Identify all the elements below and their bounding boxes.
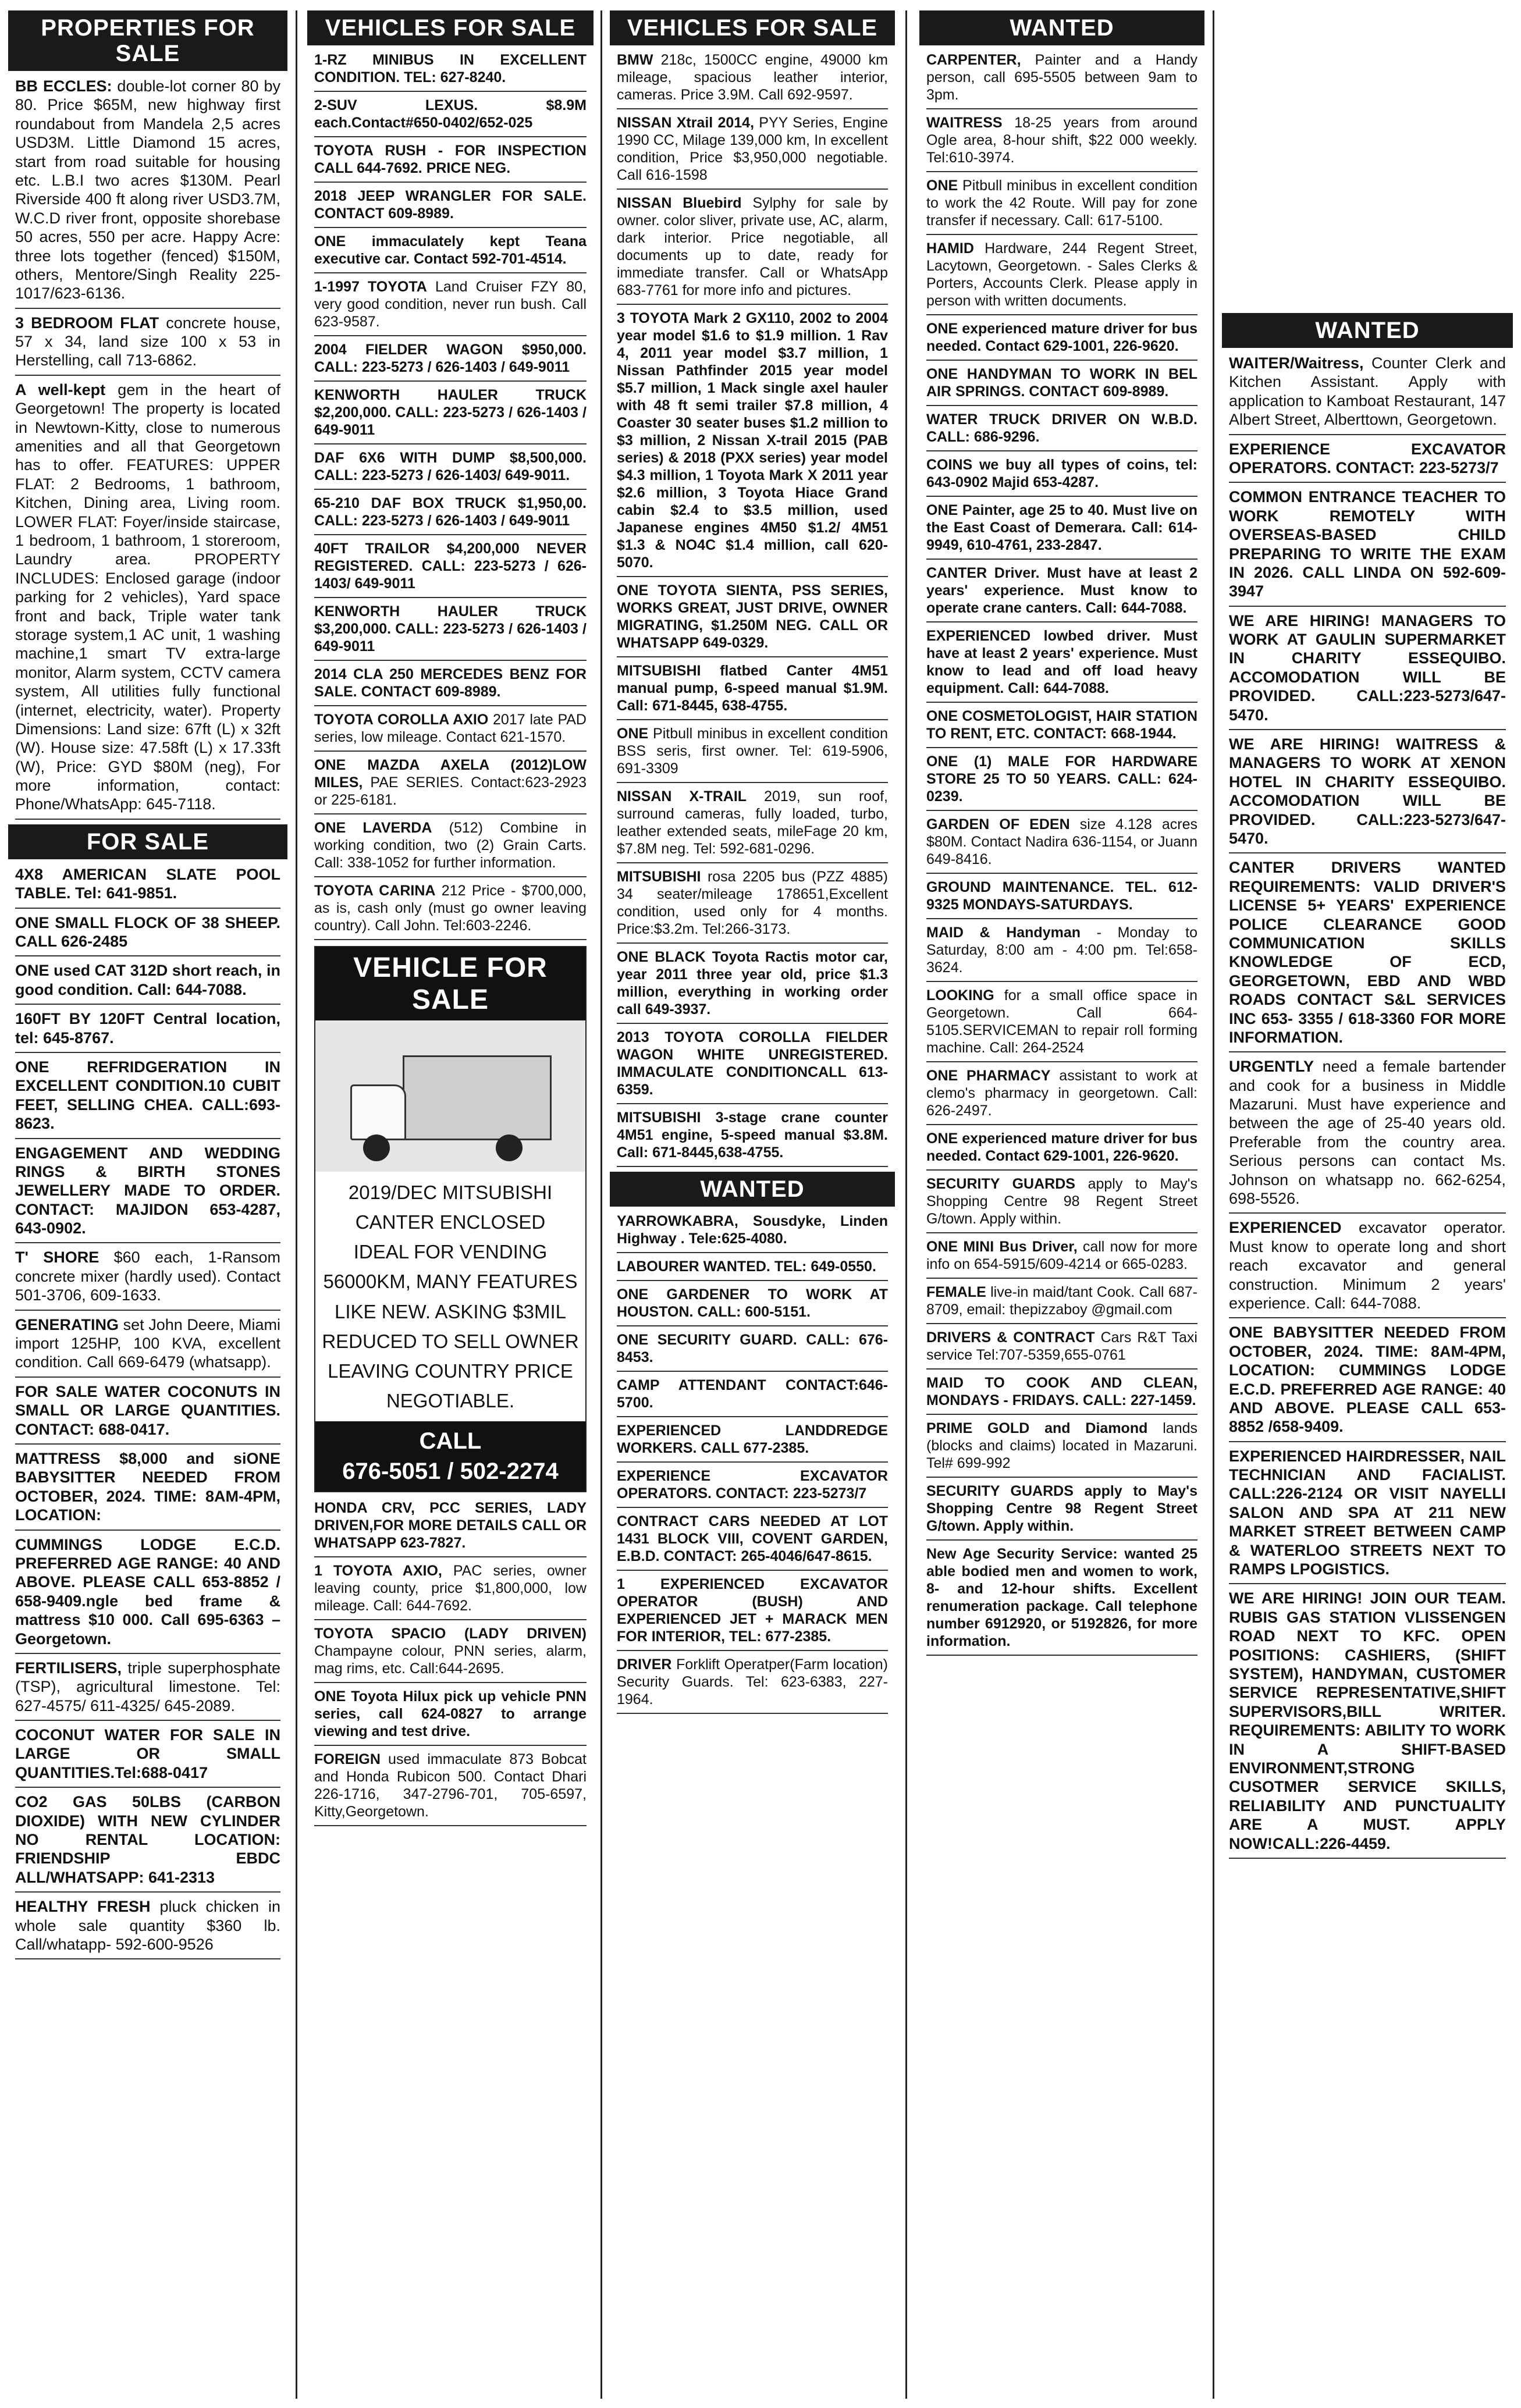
ad-text: COINS we buy all types of coins, tel: 643-0902 Majid 653-4287.	[926, 457, 1197, 490]
classified-ad	[617, 582, 888, 657]
ad-text: 1 EXPERIENCED EXCAVATOR OPERATOR (BUSH) AND EXPERIENCED JET + MARACK MEN FOR INTERIOR, TEL: 677-2385.	[617, 1576, 888, 1645]
ad-text: PAC series, owner leaving county, price $1,800,000, low mileage. Call: 644-7692.	[314, 1563, 587, 1614]
classified-ad	[617, 1376, 888, 1417]
classified-ad	[617, 1286, 888, 1326]
ad-text: PAE SERIES. Contact:623-2923 or 225-6181.	[314, 774, 587, 808]
ad-text: GROUND MAINTENANCE. TEL. 612-9325 MONDAYS-SATURDAYS.	[926, 879, 1197, 913]
ad-text: for a small office space in Georgetown. Call 664-5105.SERVICEMAN to repair roll forming machine. Call: 264-2524	[926, 987, 1197, 1056]
classified-ad	[314, 540, 587, 598]
classified-ad	[314, 449, 587, 490]
ad-lead: ONE PHARMACY	[926, 1068, 1051, 1084]
ad-text: ONE GARDENER TO WORK AT HOUSTON. CALL: 600-5151.	[617, 1286, 888, 1320]
classified-ad	[926, 365, 1197, 406]
ad-text: WATER TRUCK DRIVER ON W.B.D. CALL: 686-9296.	[926, 411, 1197, 445]
ad-text: Cars R&T Taxi service Tel:707-5359,655-0761	[926, 1329, 1197, 1363]
classified-ad	[617, 1331, 888, 1372]
ad-text: LABOURER WANTED. TEL: 649-0550.	[617, 1258, 876, 1275]
ad-text: ONE TOYOTA SIENTA, PSS SERIES, WORKS GREAT, JUST DRIVE, OWNER MIGRATING, $1.250M NEG. CALL OR WHATSAPP 649-0329.	[617, 582, 888, 651]
section-header: WANTED	[1222, 313, 1513, 348]
ad-text: live-in maid/tant Cook. Call 687-8709, email: thepizzaboy @gmail.com	[926, 1284, 1197, 1318]
classified-ad	[1229, 735, 1506, 853]
classified-ad	[15, 77, 280, 309]
ad-text: ONE (1) MALE FOR HARDWARE STORE 25 TO 50 YEARS. CALL: 624-0239.	[926, 753, 1197, 805]
classified-ad	[926, 1067, 1197, 1125]
classified-ad	[314, 1751, 587, 1826]
section-header: FOR SALE	[8, 824, 287, 859]
ad-text: Forklift Operatper(Farm location) Security Guards. Tel: 623-6383, 227-1964.	[617, 1656, 888, 1708]
ad-text: ONE experienced mature driver for bus needed. Contact 629-1001, 226-9620.	[926, 1130, 1197, 1164]
ad-text: ONE SMALL FLOCK OF 38 SHEEP. CALL 626-2485	[15, 913, 280, 951]
ad-list	[314, 1499, 587, 1826]
classified-ad	[314, 233, 587, 273]
ad-text: double-lot corner 80 by 80. Price $65M, new highway first roundabout from Mandela 2,5 acres USD3M. Little Diamond 15 acres, start from road suitable for housing etc. L.B.I two acres $130M. Pearl Riverside 400 ft along river USD3.7M, W.C.D river front, opposite shorebase 50 acres, 550 per acre. Happy Acre: three lots together (fenced) $150M, others, Mentore/Singh Reality 225-1017/623-6136.	[15, 77, 280, 303]
ad-lead: ONE MINI Bus Driver,	[926, 1239, 1078, 1255]
ad-text: ONE immaculately kept Teana executive car. Contact 592-701-4514.	[314, 233, 587, 267]
ad-text: Painter and a Handy person, call 695-5505 between 9am to 3pm.	[926, 52, 1197, 103]
ad-text: EXPERIENCE EXCAVATOR OPERATORS. CONTACT: 223-5273/7	[617, 1468, 888, 1502]
promo-line: CANTER ENCLOSED	[355, 1211, 546, 1233]
ad-lead: BMW	[617, 52, 653, 68]
blank-space	[1229, 10, 1506, 313]
promo-line: LIKE NEW. ASKING $3MIL	[335, 1300, 566, 1322]
classified-ad	[314, 1625, 587, 1683]
ad-text: 212 Price - $700,000, as is, cash only (must go owner leaving country). Call John. Tel:603-2246.	[314, 883, 587, 934]
ad-lead: FERTILISERS,	[15, 1659, 122, 1677]
classified-ad	[617, 1575, 888, 1651]
section-header: VEHICLES FOR SALE	[307, 10, 594, 45]
classified-ad	[926, 1329, 1197, 1370]
classified-ad	[314, 341, 587, 382]
ad-text: ONE HANDYMAN TO WORK IN BEL AIR SPRINGS. CONTACT 609-8989.	[926, 366, 1197, 400]
ad-lead: TOYOTA CARINA	[314, 883, 436, 899]
classified-ad	[617, 1109, 888, 1167]
classified-ad	[314, 142, 587, 183]
ad-text: 2017 late PAD series, low mileage. Contact 621-1570.	[314, 712, 587, 745]
classified-ad	[15, 1792, 280, 1893]
classified-ad	[15, 1248, 280, 1310]
promo-line: NEGOTIABLE.	[386, 1389, 515, 1411]
classified-ad	[926, 1482, 1197, 1541]
ad-text: 2019, sun roof, surround cameras, fully loaded, turbo, leather extended seats, mileFage 20 km, $7.8M neg. Tel: 592-681-0296.	[617, 788, 889, 857]
classified-ad	[314, 711, 587, 752]
column-wanted-2	[1222, 10, 1513, 2399]
classified-ad	[617, 1656, 888, 1714]
ad-text: 2014 CLA 250 MERCEDES BENZ FOR SALE. CONTACT 609-8989.	[314, 666, 587, 700]
column-divider	[600, 10, 602, 2399]
classified-ad	[15, 314, 280, 376]
ad-lead: HAMID	[926, 240, 974, 257]
ad-lead: NISSAN X-TRAIL	[617, 788, 747, 805]
ad-text: rosa 2205 bus (PZZ 4885) 34 seater/mileage 178651,Excellent condition, used only for 4 months. Price:$3.2m. Tel:266-3173.	[617, 869, 888, 937]
classified-ad	[617, 948, 888, 1024]
classified-ad	[314, 1562, 587, 1620]
classified-ad	[926, 878, 1197, 919]
classified-ad	[926, 1130, 1197, 1171]
ad-lead: HEALTHY FRESH	[15, 1898, 151, 1916]
ad-lead: TOYOTA SPACIO (LADY DRIVEN)	[314, 1626, 587, 1642]
ad-text: New Age Security Service: wanted 25 able bodied men and women to work, 8- and 12-hour shifts. Excellent renumeration package. Call telephone number 6912920, or 5192826, for more information.	[926, 1546, 1197, 1649]
promo-line: LEAVING COUNTRY PRICE	[328, 1360, 573, 1382]
classified-ad	[314, 51, 587, 92]
ad-text: Sylphy for sale by owner. color sliver, private use, AC, alarm, dark interior. Price negotiable, all documents up to date, ready for immediate transfer. Call or WhatsApp 683-7761 for more info and pictures.	[617, 195, 889, 298]
classified-ad	[15, 1382, 280, 1445]
ad-lead: FOREIGN	[314, 1751, 381, 1768]
ad-text: triple superphosphate (TSP), agricultural limestone. Tel: 627-4575/ 611-4325/ 645-2089.	[15, 1659, 280, 1715]
promo-line: REDUCED TO SELL OWNER	[322, 1330, 579, 1352]
ad-lead: 1-1997 TOYOTA	[314, 279, 427, 295]
ad-text: YARROWKABRA, Sousdyke, Linden Highway . Tele:625-4080.	[617, 1213, 888, 1247]
classified-ad	[926, 1545, 1197, 1656]
ad-list	[15, 77, 280, 820]
ad-text: COMMON ENTRANCE TEACHER TO WORK REMOTELY WITH OVERSEAS-BASED CHILD PREPARING TO WRITE THE EXAM IN 2026. CALL LINDA ON 592-609-3947	[1229, 488, 1506, 600]
promo-line: 56000KM, MANY FEATURES	[323, 1271, 578, 1293]
ad-lead: TOYOTA COROLLA AXIO	[314, 712, 489, 728]
ad-lead: ONE	[926, 177, 958, 194]
ad-text: - Monday to Saturday, 8:00 am - 4:00 pm. Tel:658-3624.	[926, 924, 1197, 976]
ad-list	[15, 865, 280, 1960]
ad-lead: 3 BEDROOM FLAT	[15, 314, 159, 332]
ad-text: ONE REFRIDGERATION IN EXCELLENT CONDITION.10 CUBIT FEET, SELLING CHEA. CALL:693-8623.	[15, 1058, 280, 1133]
ad-text: ONE Toyota Hilux pick up vehicle PNN series, call 624-0827 to arrange viewing and test drive.	[314, 1688, 587, 1740]
classified-ad	[617, 1029, 888, 1104]
classified-ad	[15, 1535, 280, 1654]
classified-ad	[1229, 354, 1506, 435]
classified-ad	[926, 1283, 1197, 1324]
classified-ad	[926, 753, 1197, 811]
classified-ad	[617, 1212, 888, 1253]
classified-ad	[15, 1144, 280, 1244]
ad-lead: SECURITY GUARDS	[926, 1176, 1075, 1192]
ad-text: Pitbull minibus in excellent condition to work the 42 Route. Will pay for zone transfer if necessary. Call: 617-5100.	[926, 177, 1197, 229]
ad-text: 2018 JEEP WRANGLER FOR SALE. CONTACT 609-8989.	[314, 188, 587, 222]
ad-text: ONE BABYSITTER NEEDED FROM OCTOBER, 2024. TIME: 8AM-4PM, LOCATION: CUMMINGS LODGE E.C.D. PREFERRED AGE RANGE: 40 AND ABOVE. PLEASE CALL 653-8852 /658-9409.	[1229, 1324, 1506, 1436]
classified-ad	[617, 725, 888, 783]
ad-text: COCONUT WATER FOR SALE IN LARGE OR SMALL QUANTITIES.Tel:688-0417	[15, 1726, 280, 1781]
ad-lead: WAITER/Waitress,	[1229, 354, 1364, 372]
classified-ad	[1229, 488, 1506, 606]
ad-list	[926, 51, 1197, 1656]
classified-ad	[617, 1513, 888, 1571]
column-divider	[905, 10, 907, 2399]
ad-text: Counter Clerk and Kitchen Assistant. Apply with application to Kamboat Restaurant, 147 Albert Street, Alberttown, Georgetown.	[1229, 354, 1506, 429]
ad-text: 65-210 DAF BOX TRUCK $1,950,00. CALL: 223-5273 / 626-1403 / 649-9011	[314, 495, 587, 529]
ad-text: KENWORTH HAULER TRUCK $2,200,000. CALL: 223-5273 / 626-1403 / 649-9011	[314, 387, 587, 438]
ad-lead: URGENTLY	[1229, 1058, 1314, 1076]
classified-ad	[926, 501, 1197, 560]
classified-ad	[15, 1009, 280, 1053]
ad-list	[314, 51, 587, 940]
classified-ad	[15, 1449, 280, 1531]
ad-text: ONE Painter, age 25 to 40. Must live on the East Coast of Demerara. Call: 614-9949, 610-4761, 233-2847.	[926, 502, 1197, 553]
ad-text: EXPERIENCED lowbed driver. Must have at least 2 years' experience. Must know to lead and off load heavy equipment. Call: 644-7088.	[926, 628, 1197, 696]
classified-ad	[1229, 1447, 1506, 1585]
ad-text: CUMMINGS LODGE E.C.D. PREFERRED AGE RANGE: 40 AND ABOVE. PLEASE CALL 653-8852 / 658-9409.ngle bed frame & mattress $10 000. Call 695-6363 – Georgetown.	[15, 1535, 280, 1648]
truck-cab-shape	[350, 1084, 406, 1140]
ad-lead: A well-kept	[15, 380, 106, 399]
classified-ad	[617, 1422, 888, 1463]
ad-list	[617, 51, 888, 1167]
classified-ad	[15, 1659, 280, 1721]
ad-text: 218c, 1500CC engine, 49000 km mileage, spacious leather interior, cameras. Price 3.9M. Call 692-9597.	[617, 52, 888, 103]
ad-list	[1229, 354, 1506, 1859]
ad-text: 4X8 AMERICAN SLATE POOL TABLE. Tel: 641-9851.	[15, 865, 280, 902]
ad-lead: GENERATING	[15, 1315, 119, 1333]
ad-lead: MAID & Handyman	[926, 924, 1081, 941]
classified-ad	[15, 865, 280, 909]
ad-lead: ONE	[617, 725, 649, 742]
ad-text: DAF 6X6 WITH DUMP $8,500,000. CALL: 223-5273 / 626-1403/ 649-9011.	[314, 450, 587, 483]
ad-text: CONTRACT CARS NEEDED AT LOT 1431 BLOCK VIII, COVENT GARDEN, E.B.D. CONTACT: 265-4046/647-8615.	[617, 1513, 888, 1564]
ad-lead: MITSUBISHI	[617, 869, 701, 885]
truck-wheel-icon	[363, 1134, 390, 1161]
classified-ad	[926, 51, 1197, 109]
ad-text: $60 each, 1-Ransom concrete mixer (hardly used). Contact 501-3706, 609-1633.	[15, 1249, 280, 1304]
ad-text: 2013 TOYOTA COROLLA FIELDER WAGON WHITE UNREGISTERED. IMMACULATE CONDITIONCALL 613-6359.	[617, 1029, 888, 1098]
ad-lead: PRIME GOLD and Diamond	[926, 1420, 1148, 1436]
classified-ad	[15, 1315, 280, 1378]
classified-ad	[926, 411, 1197, 451]
classified-ad	[926, 114, 1197, 172]
classified-ad	[1229, 858, 1506, 1052]
promo-title: VEHICLE FOR SALE	[315, 947, 585, 1020]
ad-lead: 1 TOYOTA AXIO,	[314, 1563, 442, 1580]
ad-text: 2-SUV LEXUS. $8.9M each.Contact#650-0402/652-025	[314, 97, 587, 131]
classified-ad	[314, 1499, 587, 1557]
classified-ad	[1229, 1057, 1506, 1214]
classified-ad	[314, 187, 587, 228]
promo-line: 2019/DEC MITSUBISHI	[348, 1182, 553, 1203]
classified-ad	[314, 278, 587, 336]
classified-ad	[926, 816, 1197, 874]
classified-ad	[314, 756, 587, 814]
ad-text: ONE used CAT 312D short reach, in good condition. Call: 644-7088.	[15, 962, 280, 998]
ad-text: PYY Series, Engine 1990 CC, Milage 139,000 km, In excellent condition, Price $3,950,000 negotiable. Call 616-1598	[617, 115, 889, 183]
classified-ad	[926, 564, 1197, 623]
column-vehicles-1	[307, 10, 594, 2399]
ad-lead: DRIVER	[617, 1656, 672, 1673]
classified-ad	[926, 627, 1197, 703]
ad-text: CANTER Driver. Must have at least 2 years' experience. Must know to operate crane canters. Call: 644-7088.	[926, 565, 1197, 616]
classified-ad	[314, 1688, 587, 1746]
classified-ad	[617, 310, 888, 577]
ad-lead: DRIVERS & CONTRACT	[926, 1329, 1095, 1346]
ad-text: HONDA CRV, PCC SERIES, LADY DRIVEN,FOR MORE DETAILS CALL OR WHATSAPP 623-7827.	[314, 1500, 587, 1552]
section-header: PROPERTIES FOR SALE	[8, 10, 287, 71]
section-header: VEHICLES FOR SALE	[610, 10, 895, 45]
ad-text: Land Cruiser FZY 80, very good condition, never run bush. Call 623-9587.	[314, 279, 587, 330]
classified-ad	[617, 51, 888, 109]
classified-ad	[617, 788, 888, 863]
ad-text: set John Deere, Miami import 125HP, 100 KVA, excellent condition. Call 669-6479 (whatsapp).	[15, 1315, 280, 1371]
ad-lead: ONE MAZDA AXELA (2012)LOW MILES,	[314, 757, 587, 791]
promo-line: IDEAL FOR VENDING	[353, 1241, 548, 1263]
column-divider	[1213, 10, 1214, 2399]
ad-text: EXPERIENCE EXCAVATOR OPERATORS. CONTACT: 223-5273/7	[1229, 440, 1506, 476]
classified-ad	[314, 666, 587, 706]
ad-text: WE ARE HIRING! MANAGERS TO WORK AT GAULIN SUPERMARKET IN CHARITY ESSEQUIBO. ACCOMODATION WILL BE PROVIDED. CALL:223-5273/647-5470.	[1229, 611, 1506, 724]
column-wanted-1	[919, 10, 1204, 2399]
ad-lead: EXPERIENCED	[1229, 1219, 1342, 1237]
ad-text: KENWORTH HAULER TRUCK $3,200,000. CALL: 223-5273 / 626-1403 / 649-9011	[314, 603, 587, 655]
ad-text: lands (blocks and claims) located in Mazaruni. Tel# 699-992	[926, 1420, 1198, 1471]
ad-lead: NISSAN Xtrail 2014,	[617, 115, 755, 131]
classified-ad	[15, 380, 280, 820]
classified-ad	[314, 819, 587, 877]
ad-text: ONE SECURITY GUARD. CALL: 676-8453.	[617, 1332, 888, 1365]
ad-text: 160FT BY 120FT Central location, tel: 645-8767.	[15, 1010, 280, 1047]
ad-text: excavator operator. Must know to operate long and short reach excavator and general construction. Minimum 2 years' experience. Call: 644-7088.	[1229, 1219, 1506, 1312]
ad-text: EXPERIENCED HAIRDRESSER, NAIL TECHNICIAN AND FACIALIST. CALL:226-2124 OR VISIT NAYELLI SALON AND SPA AT 211 NEW MARKET STREET BETWEEN CAMP & WATERLOO STREETS NEXT TO RAMPS LPOGISTICS.	[1229, 1447, 1506, 1578]
classified-ad	[617, 194, 888, 305]
ad-text: MITSUBISHI flatbed Canter 4M51 manual pump, 6-speed manual $1.9M. Call: 671-8445, 638-4755.	[617, 663, 888, 714]
classified-ad	[1229, 440, 1506, 483]
classified-ad	[1229, 1218, 1506, 1318]
classified-ad	[15, 1726, 280, 1788]
truck-box-shape	[403, 1055, 552, 1140]
ad-text: SECURITY GUARDS apply to May's Shopping Centre 98 Regent Street G/town. Apply within.	[926, 1483, 1197, 1534]
ad-text: FOR SALE WATER COCONUTS IN SMALL OR LARGE QUANTITIES. CONTACT: 688-0417.	[15, 1382, 280, 1438]
classified-ad	[617, 1258, 888, 1281]
ad-text: EXPERIENCED LANDDREDGE WORKERS. CALL 677-2385.	[617, 1422, 888, 1456]
ad-lead: T' SHORE	[15, 1249, 99, 1267]
promo-call-numbers: 676-5051 / 502-2274	[342, 1459, 559, 1485]
truck-wheel-icon	[496, 1134, 523, 1161]
classified-ad	[926, 1420, 1197, 1478]
ad-text: used immaculate 873 Bobcat and Honda Rubicon 500. Contact Dhari 226-1716, 347-2796-701, 705-6597, Kitty,Georgetown.	[314, 1751, 587, 1820]
classified-ad	[926, 177, 1197, 235]
classified-ad	[617, 114, 888, 190]
ad-text: MATTRESS $8,000 and siONE BABYSITTER NEEDED FROM OCTOBER, 2024. TIME: 8AM-4PM, LOCATION:	[15, 1450, 280, 1524]
ad-lead: BB ECCLES:	[15, 77, 112, 95]
classified-ad	[314, 882, 587, 940]
column-vehicles-2	[610, 10, 895, 2399]
classified-ad	[617, 868, 888, 944]
ad-text: MITSUBISHI 3-stage crane counter 4M51 engine, 5-speed manual $3.8M. Call: 671-8445,638-4755.	[617, 1109, 888, 1161]
classified-ad	[1229, 1589, 1506, 1858]
classified-ad	[314, 603, 587, 661]
classified-ad	[926, 1238, 1197, 1279]
ad-list	[617, 1212, 888, 1714]
ad-lead: WAITRESS	[926, 115, 1003, 131]
classified-ad	[926, 240, 1197, 315]
classified-ad	[926, 987, 1197, 1062]
promo-call	[315, 1421, 585, 1491]
classified-ad	[926, 1175, 1197, 1233]
ad-text: 2004 FIELDER WAGON $950,000. CALL: 223-5273 / 626-1403 / 649-9011	[314, 342, 587, 375]
classified-ad	[314, 495, 587, 535]
classified-ad	[1229, 611, 1506, 730]
ad-text: ONE experienced mature driver for bus needed. Contact 629-1001, 226-9620.	[926, 321, 1197, 354]
ad-text: 40FT TRAILOR $4,200,000 NEVER REGISTERED. CALL: 223-5273 / 626-1403/ 649-9011	[314, 540, 587, 592]
promo-call-label: CALL	[419, 1428, 482, 1454]
ad-text: call now for more info on 654-5915/609-4214 or 665-0283.	[926, 1239, 1197, 1272]
section-header: WANTED	[610, 1172, 895, 1207]
classified-ad	[926, 924, 1197, 982]
promo-lines	[315, 1172, 585, 1421]
classified-ad	[926, 1374, 1197, 1415]
ad-text: assistant to work at clemo's pharmacy in georgetown. Call: 626-2497.	[926, 1068, 1197, 1119]
ad-text: (512) Combine in working condition, two (2) Grain Carts. Call: 338-1052 for further information.	[314, 820, 587, 871]
section-header: WANTED	[919, 10, 1204, 45]
classified-ad	[617, 662, 888, 720]
ad-lead: ONE LAVERDA	[314, 820, 432, 836]
column-properties	[8, 10, 287, 2399]
ad-lead: GARDEN OF EDEN	[926, 816, 1070, 833]
ad-text: ENGAGEMENT AND WEDDING RINGS & BIRTH STONES JEWELLERY MADE TO ORDER. CONTACT: MAJIDON 653-4287, 643-0902.	[15, 1144, 280, 1237]
classified-ad	[15, 961, 280, 1005]
ad-text: 3 TOYOTA Mark 2 GX110, 2002 to 2004 year model $1.6 to $1.9 million. 1 Rav 4, 2011 year model $3.7 million, 1 Nissan Pathfinder 2015 year model $5.7 million, 1 Mack single axel hauler with 48 ft semi trailer $7.8 million, 4 Coaster 30 seater buses $1.2 million to $3 million, 2 Nissan X-trail 2015 (PAB series) & 2018 (PXX series) year model $4.3 million, 1 Toyota Mark X 2011 year $2.6 million, 3 Toyota Hiace Grand cabin $2.4 to $3.5 million, used Japanese engines 4M50 $1.2/ 4M51 $1.3 & NO4C $1.4 million, call 620-5070.	[617, 310, 888, 571]
ad-text: Hardware, 244 Regent Street, Lacytown, Georgetown. - Sales Clerks & Porters, Accounts Clerk. Please apply in person with written documents.	[926, 240, 1197, 309]
ad-text: WE ARE HIRING! JOIN OUR TEAM. RUBIS GAS STATION VLISSENGEN ROAD NEXT TO KFC. OPEN POSITIONS: CASHIERS, (SHIFT SYSTEM), HANDYMAN, CUSTOMER SERVICE REPRESENTATIVE,SHIFT SUPERVISORS,BILL WRITER. REQUIREMENTS: ABILITY TO WORK IN A SHIFT-BASED ENVIRONMENT,STRONG CUSOTMER SERVICE SKILLS, RELIABILITY AND PUNCTUALITY ARE A MUST. APPLY NOW!CALL:226-4459.	[1229, 1589, 1506, 1852]
ad-text: gem in the heart of Georgetown! The property is located in Newtown-Kitty, close to numerous amenities and all that Georgetown has to offer. FEATURES: UPPER FLAT: 2 Bedrooms, 1 bathroom, Kitchen, Dining area, Living room. LOWER FLAT: Foyer/inside staircase, 1 bedroom, 1 bathroom, 1 storeroom, Laundry area. PROPERTY INCLUDES: Enclosed garage (indoor parking for 2 vehicles), Yard space front and back, Triple water tank storage system,1 AC unit, 1 washing machine,1 smart TV extra-large monitor, Alarm system, CCTV camera system, All utilities fully functional (internet, electricity, water). Property Dimensions: Land size: 67ft (L) x 32ft (W). House size: 47.58ft (L) x 17.33ft (W), Price: GYD $80M (neg), For more information, contact: Phone/WhatsApp: 645-7118.	[15, 380, 280, 813]
classified-ad	[926, 707, 1197, 748]
ad-text: Champayne colour, PNN series, alarm, mag rims, etc. Call:644-2695.	[314, 1643, 587, 1677]
ad-text: CANTER DRIVERS WANTED REQUIREMENTS: VALID DRIVER'S LICENSE 5+ YEARS' EXPERIENCE POLICE CLEARANCE GOOD COMMUNICATION SKILLS KNOWLEDGE OF ECD, GEORGETOWN, EBD AND WBD ROADS CONTACT S&L SERVICES INC 653- 3355 / 618-3360 FOR MORE INFORMATION.	[1229, 859, 1506, 1046]
vehicle-promo	[314, 946, 587, 1492]
ad-lead: NISSAN Bluebird	[617, 195, 742, 211]
classified-ad	[15, 1897, 280, 1959]
ad-text: apply to May's Shopping Centre 98 Regent Street G/town. Apply within.	[926, 1176, 1197, 1227]
classified-ad	[15, 913, 280, 957]
ad-lead: CARPENTER,	[926, 52, 1021, 68]
classified-ad	[926, 320, 1197, 361]
ad-text: TOYOTA RUSH - FOR INSPECTION CALL 644-7692. PRICE NEG.	[314, 143, 587, 176]
ad-text: CAMP ATTENDANT CONTACT:646-5700.	[617, 1377, 888, 1411]
classified-ad	[15, 1058, 280, 1139]
truck-photo	[315, 1020, 585, 1172]
ad-text: 18-25 years from around Ogle area, 8-hour shift, $22 000 weekly. Tel:610-3974.	[926, 115, 1197, 166]
ad-lead: LOOKING	[926, 987, 994, 1004]
ad-text: CO2 GAS 50LBS (CARBON DIOXIDE) WITH NEW CYLINDER NO RENTAL LOCATION: FRIENDSHIP EBDC ALL/WHATSAPP: 641-2313	[15, 1793, 280, 1886]
ad-text: 1-RZ MINIBUS IN EXCELLENT CONDITION. TEL: 627-8240.	[314, 52, 587, 86]
classified-ad	[926, 456, 1197, 497]
ad-lead: FEMALE	[926, 1284, 986, 1300]
ad-text: MAID TO COOK AND CLEAN, MONDAYS - FRIDAYS. CALL: 227-1459.	[926, 1375, 1197, 1408]
ad-text: concrete house, 57 x 34, land size 100 x 53 in Herstelling, call 713-6862.	[15, 314, 280, 369]
ad-text: ONE COSMETOLOGIST, HAIR STATION TO RENT, ETC. CONTACT: 668-1944.	[926, 708, 1197, 742]
ad-text: ONE BLACK Toyota Ractis motor car, year 2011 three year old, price $1.3 million, everything in working order call 649-3937.	[617, 949, 888, 1018]
ad-text: size 4.128 acres $80M. Contact Nadira 636-1154, or Juann 649-8416.	[926, 816, 1198, 867]
classified-ad	[1229, 1323, 1506, 1442]
classified-ad	[314, 386, 587, 444]
classified-ad	[617, 1467, 888, 1508]
ad-text: WE ARE HIRING! WAITRESS & MANAGERS TO WORK AT XENON HOTEL IN CHARITY ESSEQUIBO. ACCOMODATION WILL BE PROVIDED. CALL:223-5273/647-5470.	[1229, 735, 1506, 847]
classified-ad	[314, 97, 587, 137]
ad-text: Pitbull minibus in excellent condition BSS seris, first owner. Tel: 619-5906, 691-3309	[617, 725, 888, 777]
ad-text: pluck chicken in whole sale quantity $360 lb. Call/whatapp- 592-600-9526	[15, 1898, 280, 1953]
ad-text: need a female bartender and cook for a business in Middle Mazaruni. Must have experience and between the age of 25-40 years old. Preferable from the country area. Serious persons can contact Ms. Johnson on whatsapp no. 662-6254, 698-5526.	[1229, 1058, 1506, 1208]
column-divider	[296, 10, 297, 2399]
